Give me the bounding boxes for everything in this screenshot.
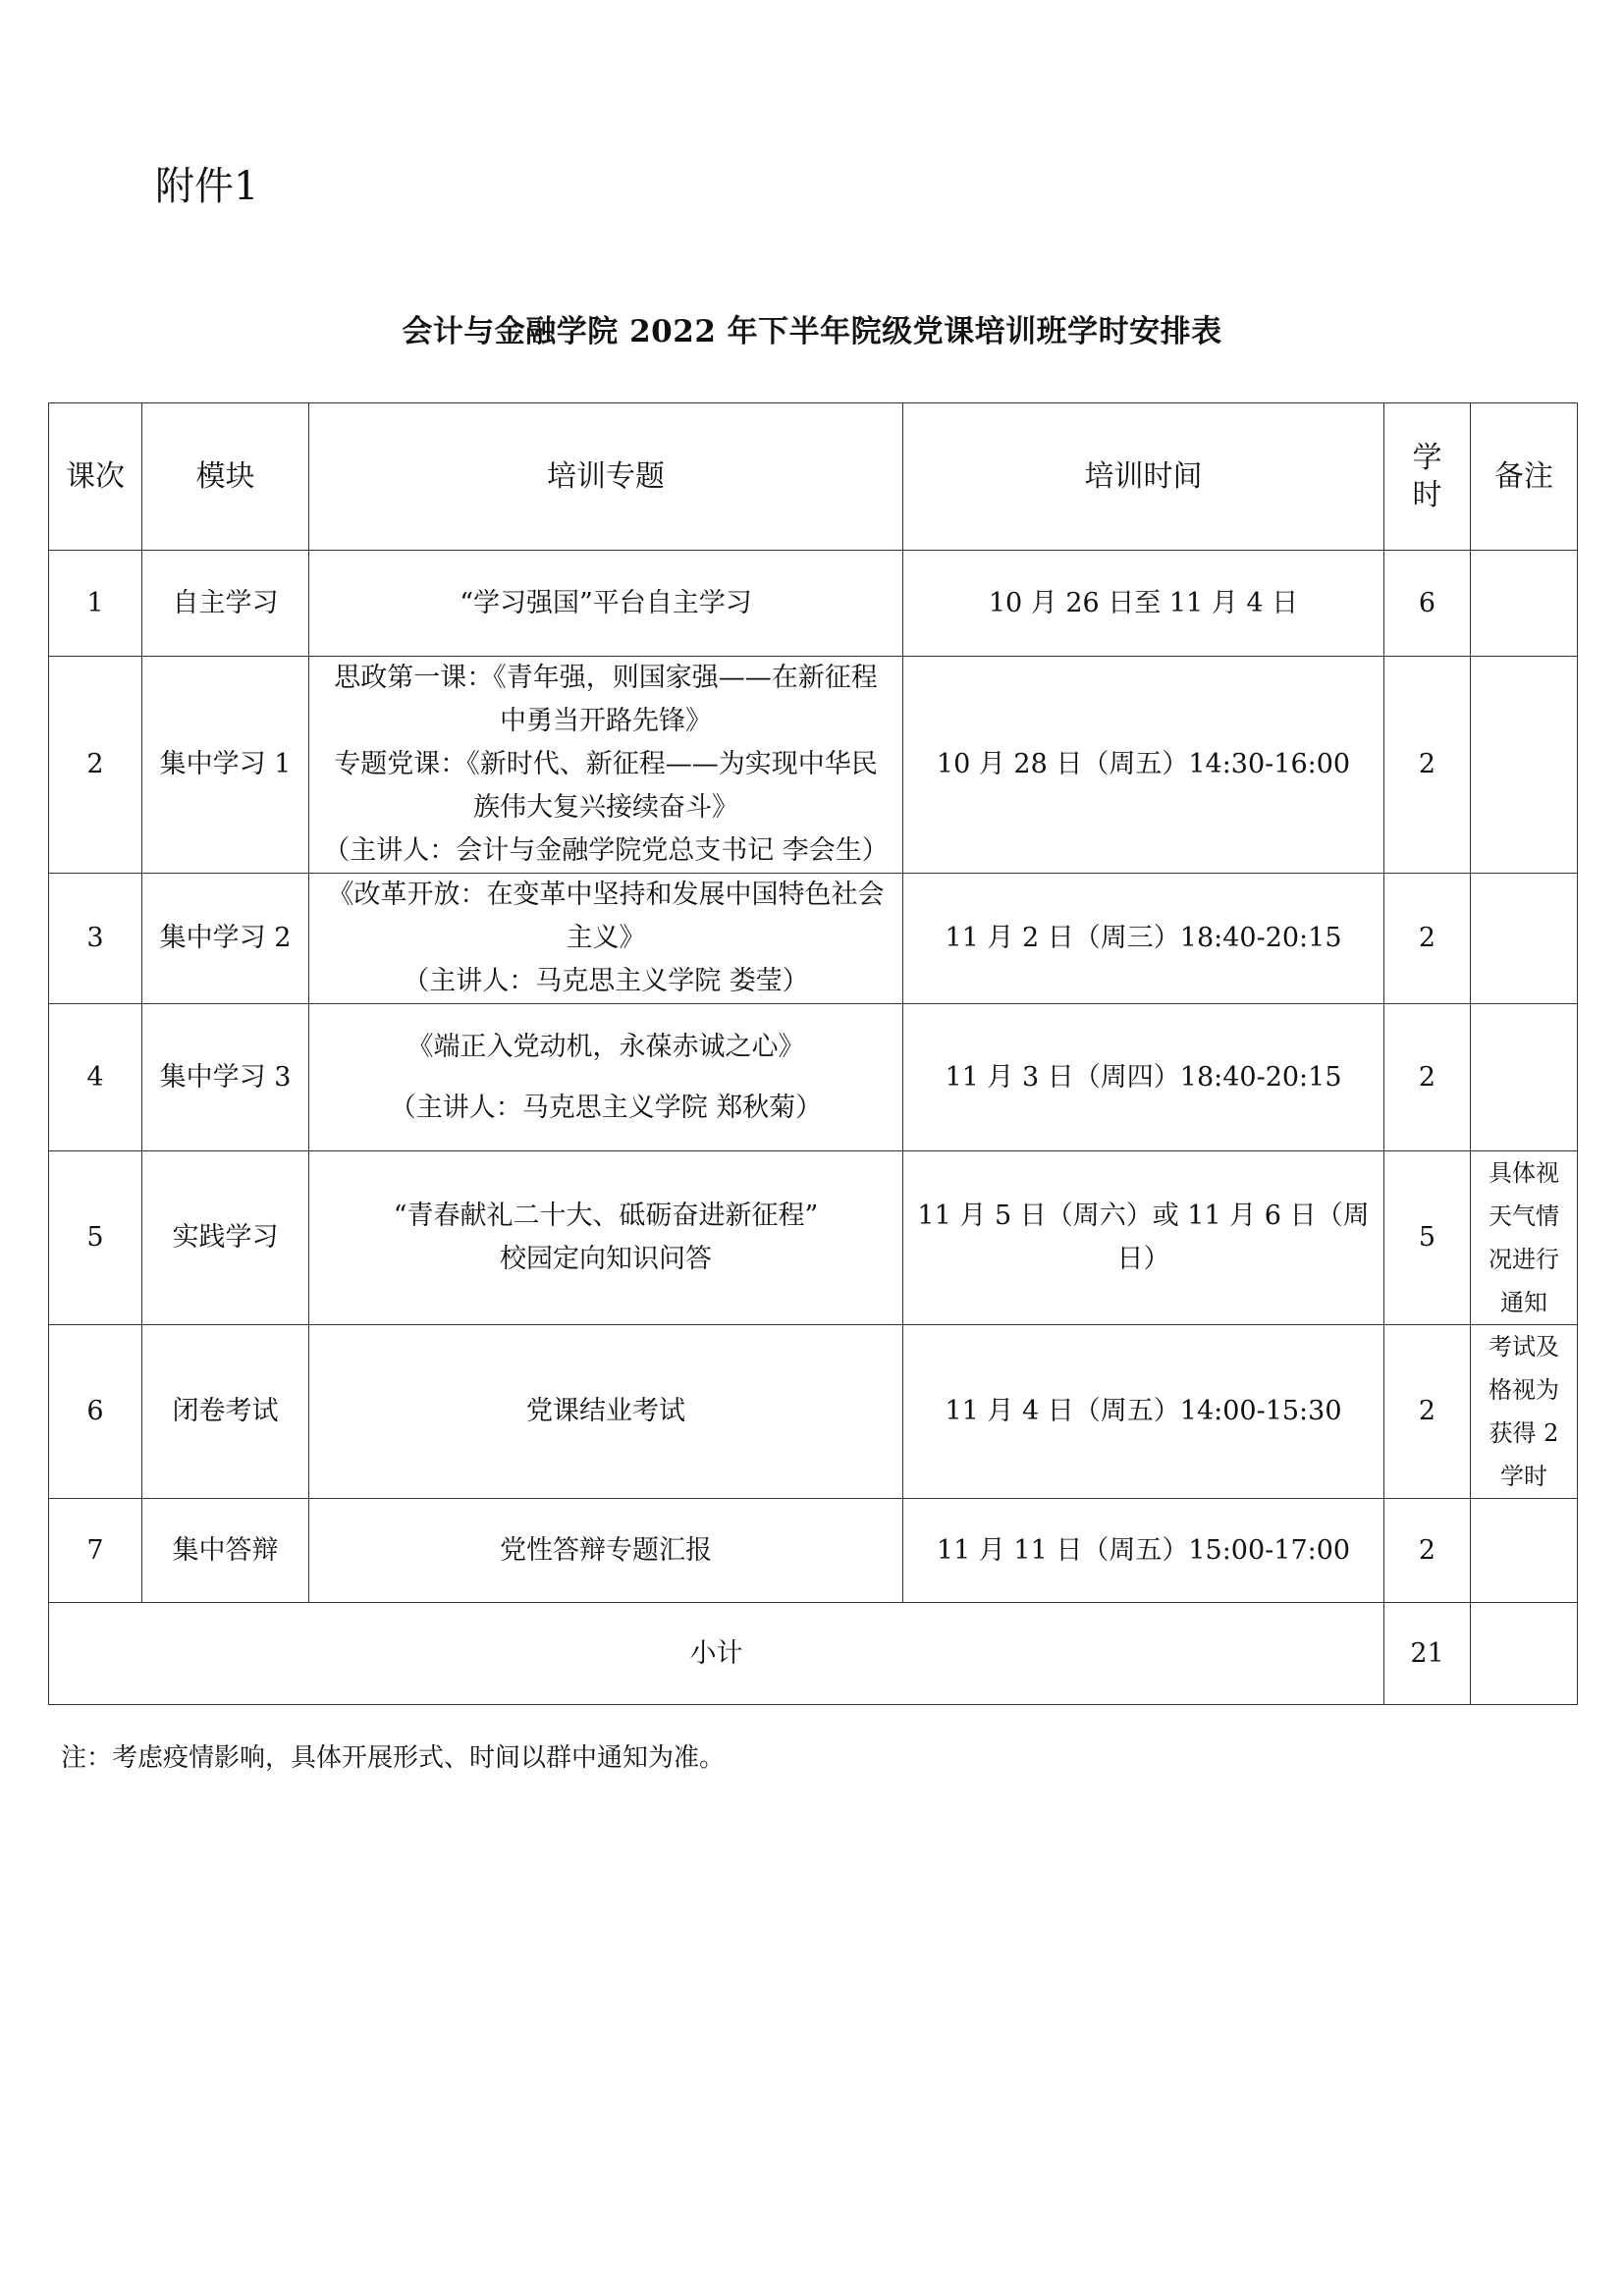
remark-cell bbox=[1471, 1151, 1578, 1325]
module-name: 集中学习 3 bbox=[142, 1004, 309, 1151]
topic-line: “学习强国”平台自主学习 bbox=[460, 587, 752, 618]
hours-cell: 2 bbox=[1384, 657, 1471, 874]
table-row bbox=[49, 551, 1578, 657]
session-number: 1 bbox=[49, 551, 142, 657]
header-hours-line-2: 时 bbox=[1412, 477, 1442, 512]
remark-line: 天气情 bbox=[1489, 1202, 1559, 1230]
hours-cell: 6 bbox=[1384, 551, 1471, 657]
table-row bbox=[49, 657, 1578, 874]
header-module: 模块 bbox=[142, 403, 309, 551]
header-session: 课次 bbox=[49, 403, 142, 551]
remark-line: 格视为 bbox=[1489, 1376, 1559, 1404]
remark-cell bbox=[1471, 1499, 1578, 1603]
header-hours-line-1: 学 bbox=[1412, 440, 1442, 475]
module-name: 集中学习 2 bbox=[142, 874, 309, 1004]
topic-line: 党性答辩专题汇报 bbox=[500, 1534, 712, 1566]
remark-cell bbox=[1471, 1004, 1578, 1151]
remark-cell bbox=[1471, 1325, 1578, 1499]
subtotal-hours: 21 bbox=[1384, 1603, 1471, 1705]
remark-cell bbox=[1471, 874, 1578, 1004]
subtotal-label: 小计 bbox=[49, 1603, 1384, 1705]
time-cell: 10 月 28 日（周五）14:30-16:00 bbox=[903, 657, 1384, 874]
remark-line: 具体视 bbox=[1489, 1159, 1559, 1187]
table-row bbox=[49, 874, 1578, 1004]
module-name: 自主学习 bbox=[142, 551, 309, 657]
module-name: 闭卷考试 bbox=[142, 1325, 309, 1499]
session-number: 4 bbox=[49, 1004, 142, 1151]
session-number: 5 bbox=[49, 1151, 142, 1325]
time-cell: 11 月 11 日（周五）15:00-17:00 bbox=[903, 1499, 1384, 1603]
time-cell: 10 月 26 日至 11 月 4 日 bbox=[903, 551, 1384, 657]
module-name: 集中学习 1 bbox=[142, 657, 309, 874]
topic-line: 主义》 bbox=[566, 923, 646, 953]
remark-cell bbox=[1471, 1603, 1578, 1705]
footnote: 注：考虑疫情影响，具体开展形式、时间以群中通知为准。 bbox=[61, 1743, 726, 1773]
session-number: 7 bbox=[49, 1499, 142, 1603]
remark-line: 获得 2 bbox=[1489, 1419, 1559, 1447]
header-time: 培训时间 bbox=[903, 403, 1384, 551]
header-remark: 备注 bbox=[1471, 403, 1578, 551]
topic-cell bbox=[309, 1325, 903, 1499]
table-row bbox=[49, 1499, 1578, 1603]
topic-line: 党课结业考试 bbox=[526, 1396, 685, 1426]
time-cell: 11 月 4 日（周五）14:00-15:30 bbox=[903, 1325, 1384, 1499]
topic-line: 族伟大复兴接续奋斗》 bbox=[473, 792, 738, 823]
topic-line: （主讲人：马克思主义学院 郑秋菊） bbox=[389, 1092, 823, 1123]
attachment-label: 附件1 bbox=[155, 164, 259, 209]
remark-line: 况进行 bbox=[1489, 1246, 1559, 1273]
topic-line: （主讲人：会计与金融学院党总支书记 李会生） bbox=[323, 835, 889, 866]
topic-line: 《端正入党动机，永葆赤诚之心》 bbox=[406, 1031, 805, 1062]
schedule-table bbox=[48, 402, 1578, 1705]
remark-cell bbox=[1471, 551, 1578, 657]
time-cell: 11 月 5 日（周六）或 11 月 6 日（周日） bbox=[903, 1151, 1384, 1325]
topic-line: 校园定向知识问答 bbox=[500, 1244, 712, 1274]
hours-cell: 5 bbox=[1384, 1151, 1471, 1325]
topic-line: 中勇当开路先锋》 bbox=[500, 706, 712, 736]
remark-line: 通知 bbox=[1500, 1289, 1547, 1316]
subtotal-row bbox=[49, 1603, 1578, 1705]
topic-line: （主讲人：马克思主义学院 娄莹） bbox=[403, 966, 809, 996]
page-title: 会计与金融学院 2022 年下半年院级党课培训班学时安排表 bbox=[402, 314, 1222, 349]
topic-cell bbox=[309, 1499, 903, 1603]
topic-line: 思政第一课：《青年强，则国家强——在新征程 bbox=[334, 663, 878, 693]
topic-cell bbox=[309, 551, 903, 657]
table-row bbox=[49, 1004, 1578, 1151]
topic-cell bbox=[309, 1151, 903, 1325]
remark-line: 学时 bbox=[1500, 1463, 1547, 1490]
module-name: 集中答辩 bbox=[142, 1499, 309, 1603]
session-number: 6 bbox=[49, 1325, 142, 1499]
remark-line: 考试及 bbox=[1489, 1333, 1559, 1361]
time-cell: 11 月 3 日（周四）18:40-20:15 bbox=[903, 1004, 1384, 1151]
header-topic: 培训专题 bbox=[309, 403, 903, 551]
time-cell: 11 月 2 日（周三）18:40-20:15 bbox=[903, 874, 1384, 1004]
session-number: 3 bbox=[49, 874, 142, 1004]
hours-cell: 2 bbox=[1384, 874, 1471, 1004]
table-row bbox=[49, 1325, 1578, 1499]
hours-cell: 2 bbox=[1384, 1499, 1471, 1603]
topic-cell bbox=[309, 874, 903, 1004]
hours-cell: 2 bbox=[1384, 1325, 1471, 1499]
hours-cell: 2 bbox=[1384, 1004, 1471, 1151]
topic-line: 《改革开放：在变革中坚持和发展中国特色社会 bbox=[327, 880, 885, 910]
header-hours bbox=[1384, 403, 1471, 551]
table-header-row bbox=[49, 403, 1578, 551]
topic-cell bbox=[309, 1004, 903, 1151]
session-number: 2 bbox=[49, 657, 142, 874]
table-row bbox=[49, 1151, 1578, 1325]
topic-line: 专题党课：《新时代、新征程——为实现中华民 bbox=[334, 749, 878, 779]
module-name: 实践学习 bbox=[142, 1151, 309, 1325]
topic-cell bbox=[309, 657, 903, 874]
topic-line: “青春献礼二十大、砥砺奋进新征程” bbox=[393, 1201, 819, 1231]
remark-cell bbox=[1471, 657, 1578, 874]
